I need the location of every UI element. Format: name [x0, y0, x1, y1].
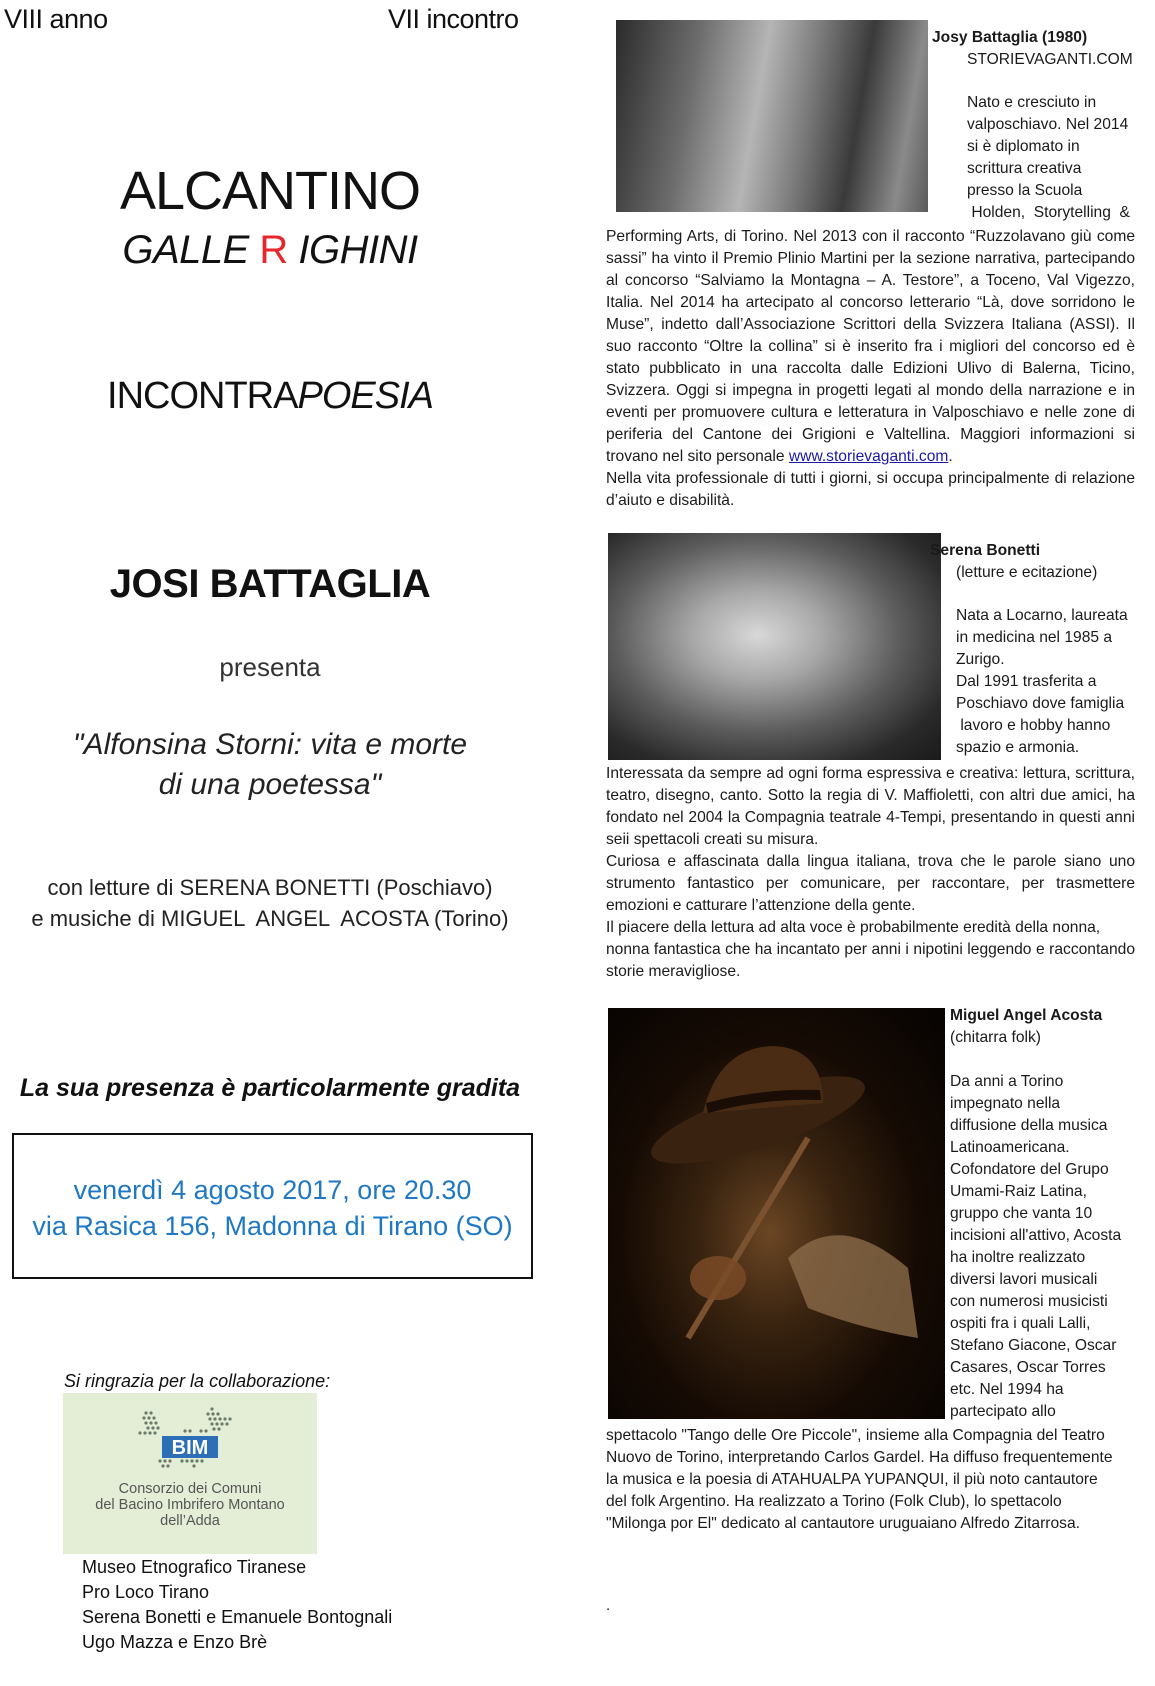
bim-acronym: BIM — [171, 1437, 209, 1459]
bio-line: ospiti fra i quali Lalli, — [950, 1315, 1091, 1332]
bio-subtitle: (letture e ecitazione) — [956, 564, 1098, 581]
welcome-note: La sua presenza è particolarmente gradita — [19, 1074, 521, 1102]
meeting-number: VII incontro — [388, 4, 519, 34]
thanks-item: Ugo Mazza e Enzo Brè — [82, 1632, 268, 1652]
edition-year: VIII anno — [4, 4, 108, 34]
bio-line: diversi lavori musicali — [950, 1271, 1098, 1288]
bio-line: Dal 1991 trasferita a — [956, 673, 1097, 690]
talk-title — [0, 725, 540, 805]
series-title — [0, 375, 540, 418]
bio-line: diffusione della musica — [950, 1117, 1108, 1134]
serena-bonetti-photo — [608, 533, 941, 760]
bio-line: Latinoamericana. — [950, 1139, 1070, 1156]
event-details-box — [12, 1133, 533, 1279]
bio-name: Serena Bonetti — [930, 542, 1041, 559]
bio-line: con numerosi musicisti — [950, 1293, 1108, 1310]
trailing-dot: . — [606, 1597, 611, 1614]
venue-subtitle-part2: IGHINI — [287, 228, 418, 272]
bio-paragraph: Curiosa e affascinata dalla lingua italiana, trova che le parole siano uno strumento fantastico per comunicare, per raccontare, per trasmettere emozioni e catturare l’attenzione della gente. — [606, 853, 1135, 914]
venue-subtitle-red-letter: R — [259, 228, 288, 272]
venue-title: ALCANTINO — [119, 161, 421, 221]
bio-text: Performing Arts, di Torino. Nel 2013 con il racconto “Ruzzolavano giù come sassi” ha vinto il Premio Plinio Martini per la sezione narrativa, partecipando al concorso “Salviamo la Montagna – A. Testore”, a Toceno, Val Vigezzo, Italia. Nel 2014 ha artecipato al concorso letterario “Là, dove sorridono le Muse”, indetto dall’Associazione Scrittori della Svizzera Italiana (ASSI). Il suo racconto “Oltre la collina” si è inserito fra i migliori del concorso ed è stato pubblicato in una raccolta dalle Edizioni Ulivo di Balerna, Ticino, Svizzera. Oggi si impegna in progetti legati al mondo della narrazione e in eventi per promuovere cultura e letteratura in Valposchiavo e nelle zone di periferia del Cantone dei Grigioni e Valtellina. Maggiori informazioni si trovano nel sito personale — [606, 228, 1135, 465]
bim-name-line2: del Bacino Imbrifero Montano — [95, 1497, 285, 1513]
bio-line: del folk Argentino. Ha realizzato a Torino (Folk Club), lo spettacolo — [606, 1493, 1062, 1510]
bio-josy-body — [606, 226, 1135, 512]
thanks-item: Museo Etnografico Tiranese — [82, 1557, 307, 1577]
hat-icon — [608, 1008, 945, 1419]
bio-subtitle: STORIEVAGANTI.COM — [967, 51, 1133, 68]
bio-line: Casares, Oscar Torres — [950, 1359, 1106, 1376]
presenter-name: JOSI BATTAGLIA — [109, 562, 431, 606]
bio-paragraph: Nella vita professionale di tutti i giorni, si occupa principalmente di relazione d’aiuto e disabilità. — [606, 470, 1135, 509]
series-title-plain: INCONTRA — [107, 375, 298, 417]
bio-line: la musica e la poesia di ATAHUALPA YUPANQUI, il più noto cantautore — [606, 1471, 1098, 1488]
bio-name: Josy Battaglia (1980) — [932, 29, 1088, 46]
bio-name: Miguel Angel Acosta — [950, 1007, 1103, 1024]
venue-subtitle — [0, 228, 540, 273]
event-date: venerdì 4 agosto 2017, ore 20.30 — [73, 1175, 472, 1205]
bio-miguel-body — [606, 1425, 1135, 1535]
bio-line: Da anni a Torino — [950, 1073, 1064, 1090]
bio-line: Nato e cresciuto in — [967, 94, 1097, 111]
bio-line: Zurigo. — [956, 651, 1005, 668]
bio-line: si è diplomato in — [967, 138, 1080, 155]
bio-line: valposchiavo. Nel 2014 — [967, 116, 1129, 133]
bio-line: in medicina nel 1985 a — [956, 629, 1113, 646]
bio-line: etc. Nel 1994 ha — [950, 1381, 1064, 1398]
presenta-label: presenta — [219, 652, 321, 682]
bim-name-line1: Consorzio dei Comuni — [118, 1481, 262, 1497]
bio-josy-header — [932, 27, 1152, 71]
bio-line: scrittura creativa — [967, 160, 1082, 177]
bio-serena-body — [606, 763, 1135, 983]
bio-line: partecipato allo — [950, 1403, 1056, 1420]
bio-paragraph: Interessata da sempre ad ogni forma espressiva e creativa: lettura, scrittura, teatro, disegno, canto. Sotto la regia di V. Maffioletti, con altri due amici, ha fondato nel 2004 la Compagnia teatrale 4-Tempi, presentando in questi anni seii spettacoli creati su misura. — [606, 765, 1135, 848]
bio-line: Poschiavo dove famiglia — [956, 695, 1125, 712]
bio-paragraph: nonna fantastica che ha incantato per anni i nipotini leggendo e raccontando storie meravigliose. — [606, 941, 1135, 980]
miguel-angel-acosta-photo — [608, 1008, 945, 1419]
bio-line: Umami-Raiz Latina, — [950, 1183, 1087, 1200]
bio-line: spazio e armonia. — [956, 739, 1080, 756]
bio-line: Nata a Locarno, laureata — [956, 607, 1128, 624]
event-address: via Rasica 156, Madonna di Tirano (SO) — [32, 1211, 513, 1241]
bio-subtitle: (chitarra folk) — [950, 1029, 1041, 1046]
josy-battaglia-photo — [616, 20, 928, 212]
bio-line: Nuovo de Torino, interpretando Carlos Gardel. Ha diffuso frequentemente — [606, 1449, 1113, 1466]
bio-line: Cofondatore del Grupo — [950, 1161, 1109, 1178]
bim-stars-icon — [130, 1405, 250, 1477]
bio-serena-side-text — [956, 605, 1135, 759]
bio-line: ha inoltre realizzato — [950, 1249, 1086, 1266]
bio-line: presso la Scuola — [967, 182, 1083, 199]
thanks-item: Serena Bonetti e Emanuele Bontognali — [82, 1607, 393, 1627]
bio-line: incisioni all'attivo, Acosta — [950, 1227, 1122, 1244]
bio-paragraph — [606, 226, 1135, 468]
bio-line: lavoro e hobby hanno — [956, 717, 1111, 734]
bio-text-end: . — [948, 448, 953, 465]
bio-josy-side-text — [967, 92, 1135, 224]
bim-name — [63, 1481, 317, 1529]
participants — [0, 872, 540, 934]
bio-serena-header — [930, 540, 1135, 584]
bio-line: spettacolo "Tango delle Ore Piccole", insieme alla Compagnia del Teatro — [606, 1427, 1105, 1444]
bim-name-line3: dell’Adda — [160, 1513, 220, 1529]
participants-readings: con letture di SERENA BONETTI (Poschiavo) — [47, 875, 493, 900]
bio-line: impegnato nella — [950, 1095, 1061, 1112]
website-link[interactable]: www.storievaganti.com — [788, 448, 949, 465]
bio-miguel-side-text — [950, 1005, 1140, 1423]
thanks-list — [82, 1555, 392, 1655]
thanks-item: Pro Loco Tirano — [82, 1582, 210, 1602]
venue-subtitle-part1: GALLE — [122, 228, 260, 272]
talk-title-line2: di una poetessa" — [158, 768, 382, 801]
bio-line: "Milonga por El" dedicato al cantautore uruguaiano Alfredo Zitarrosa. — [606, 1515, 1080, 1532]
thanks-heading: Si ringrazia per la collaborazione: — [64, 1371, 331, 1391]
bio-paragraph: Il piacere della lettura ad alta voce è probabilmente eredità della nonna, — [606, 919, 1101, 936]
participants-music: e musiche di MIGUEL ANGEL ACOSTA (Torino) — [31, 906, 509, 931]
series-title-italic: POESIA — [297, 375, 433, 417]
bim-logo — [63, 1393, 317, 1554]
bio-line: gruppo che vanta 10 — [950, 1205, 1093, 1222]
bio-line: Holden, Storytelling & — [967, 204, 1130, 221]
bio-line: Stefano Giacone, Oscar — [950, 1337, 1117, 1354]
talk-title-line1: "Alfonsina Storni: vita e morte — [72, 728, 468, 761]
